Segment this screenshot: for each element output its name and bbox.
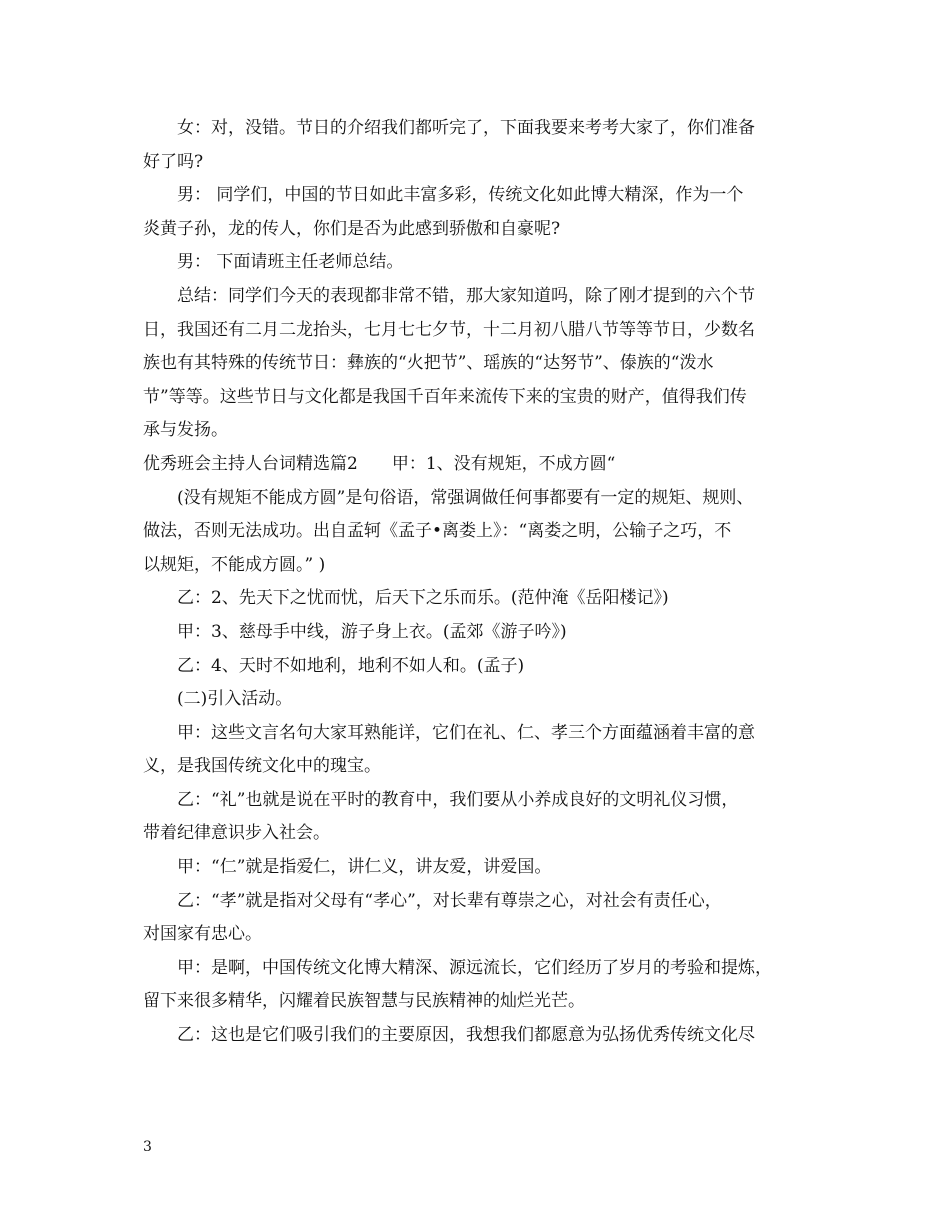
text-line: 留下来很多精华，闪耀着民族智慧与民族精神的灿烂光芒。	[143, 991, 585, 1012]
text-line: 日，我国还有二月二龙抬头，七月七七夕节，十二月初八腊八节等等节日，少数名	[143, 319, 755, 340]
paragraph	[143, 448, 813, 482]
text-line: 甲：“仁”就是指爱仁，讲仁义，讲友爱，讲爱国。	[177, 857, 552, 878]
text-line: 族也有其特殊的传统节日：彝族的“火把节”、瑶族的“达努节”、傣族的“泼水	[143, 353, 714, 374]
text-line: (二)引入活动。	[177, 689, 293, 710]
text-line: 义，是我国传统文化中的瑰宝。	[143, 756, 381, 777]
text-line: 以规矩，不能成方圆。” )	[143, 554, 326, 575]
paragraph	[143, 650, 813, 684]
text-line: 甲：是啊，中国传统文化博大精深、源远流长，它们经历了岁月的考验和提炼，	[177, 957, 772, 978]
text-line: 做法，否则无法成功。出自孟轲《孟子•离娄上》：“离娄之明，公输子之巧，不	[143, 521, 732, 542]
text-line: 男： 同学们，中国的节日如此丰富多彩，传统文化如此博大精深，作为一个	[177, 185, 744, 206]
paragraph	[143, 246, 813, 280]
paragraph	[143, 952, 813, 1019]
text-line: 女：对，没错。节日的介绍我们都听完了，下面我要来考考大家了，你们准备	[177, 118, 755, 138]
page-number: 3	[143, 1139, 152, 1155]
text-line: 乙：“孝”就是指对父母有“孝心”，对长辈有尊崇之心，对社会有责任心，	[177, 890, 722, 911]
text-line: 节”等等。这些节日与文化都是我国千百年来流传下来的宝贵的财产，值得我们传	[143, 386, 747, 407]
paragraph	[143, 112, 813, 179]
paragraph	[143, 616, 813, 650]
text-line: 好了吗?	[143, 151, 204, 172]
text-line: 承与发扬。	[143, 420, 228, 441]
text-line: 优秀班会主持人台词精选篇2 甲：1、没有规矩，不成方圆“	[143, 453, 616, 474]
paragraph	[143, 1019, 813, 1053]
paragraph	[143, 582, 813, 616]
text-line: 带着纪律意识步入社会。	[143, 823, 330, 844]
paragraph	[143, 482, 813, 583]
paragraph	[143, 851, 813, 885]
text-line: 乙：4、天时不如地利，地利不如人和。(孟子)	[177, 655, 525, 676]
paragraph	[143, 683, 813, 717]
paragraph	[143, 717, 813, 784]
text-line: (没有规矩不能成方圆”是句俗语，常强调做任何事都要有一定的规矩、规则、	[177, 487, 754, 508]
text-line: 男： 下面请班主任老师总结。	[177, 252, 404, 273]
text-line: 甲：3、慈母手中线，游子身上衣。(孟郊《游子吟》)	[177, 621, 567, 642]
text-line: 总结：同学们今天的表现都非常不错，那大家知道吗，除了刚才提到的六个节	[177, 285, 755, 306]
document-body	[143, 112, 813, 1053]
text-line: 乙：2、先天下之忧而忧，后天下之乐而乐。(范仲淹《岳阳楼记》)	[177, 588, 669, 609]
paragraph	[143, 885, 813, 952]
text-line: 甲：这些文言名句大家耳熟能详，它们在礼、仁、孝三个方面蕴涵着丰富的意	[177, 722, 755, 743]
text-line: 炎黄子孙，龙的传人，你们是否为此感到骄傲和自豪呢?	[143, 218, 561, 239]
text-line: 对国家有忠心。	[143, 924, 262, 945]
paragraph	[143, 280, 813, 448]
paragraph	[143, 784, 813, 851]
text-line: 乙：“礼”也就是说在平时的教育中，我们要从小养成良好的文明礼仪习惯，	[177, 789, 739, 810]
text-line: 乙：这也是它们吸引我们的主要原因，我想我们都愿意为弘扬优秀传统文化尽	[177, 1025, 755, 1046]
paragraph	[143, 179, 813, 246]
